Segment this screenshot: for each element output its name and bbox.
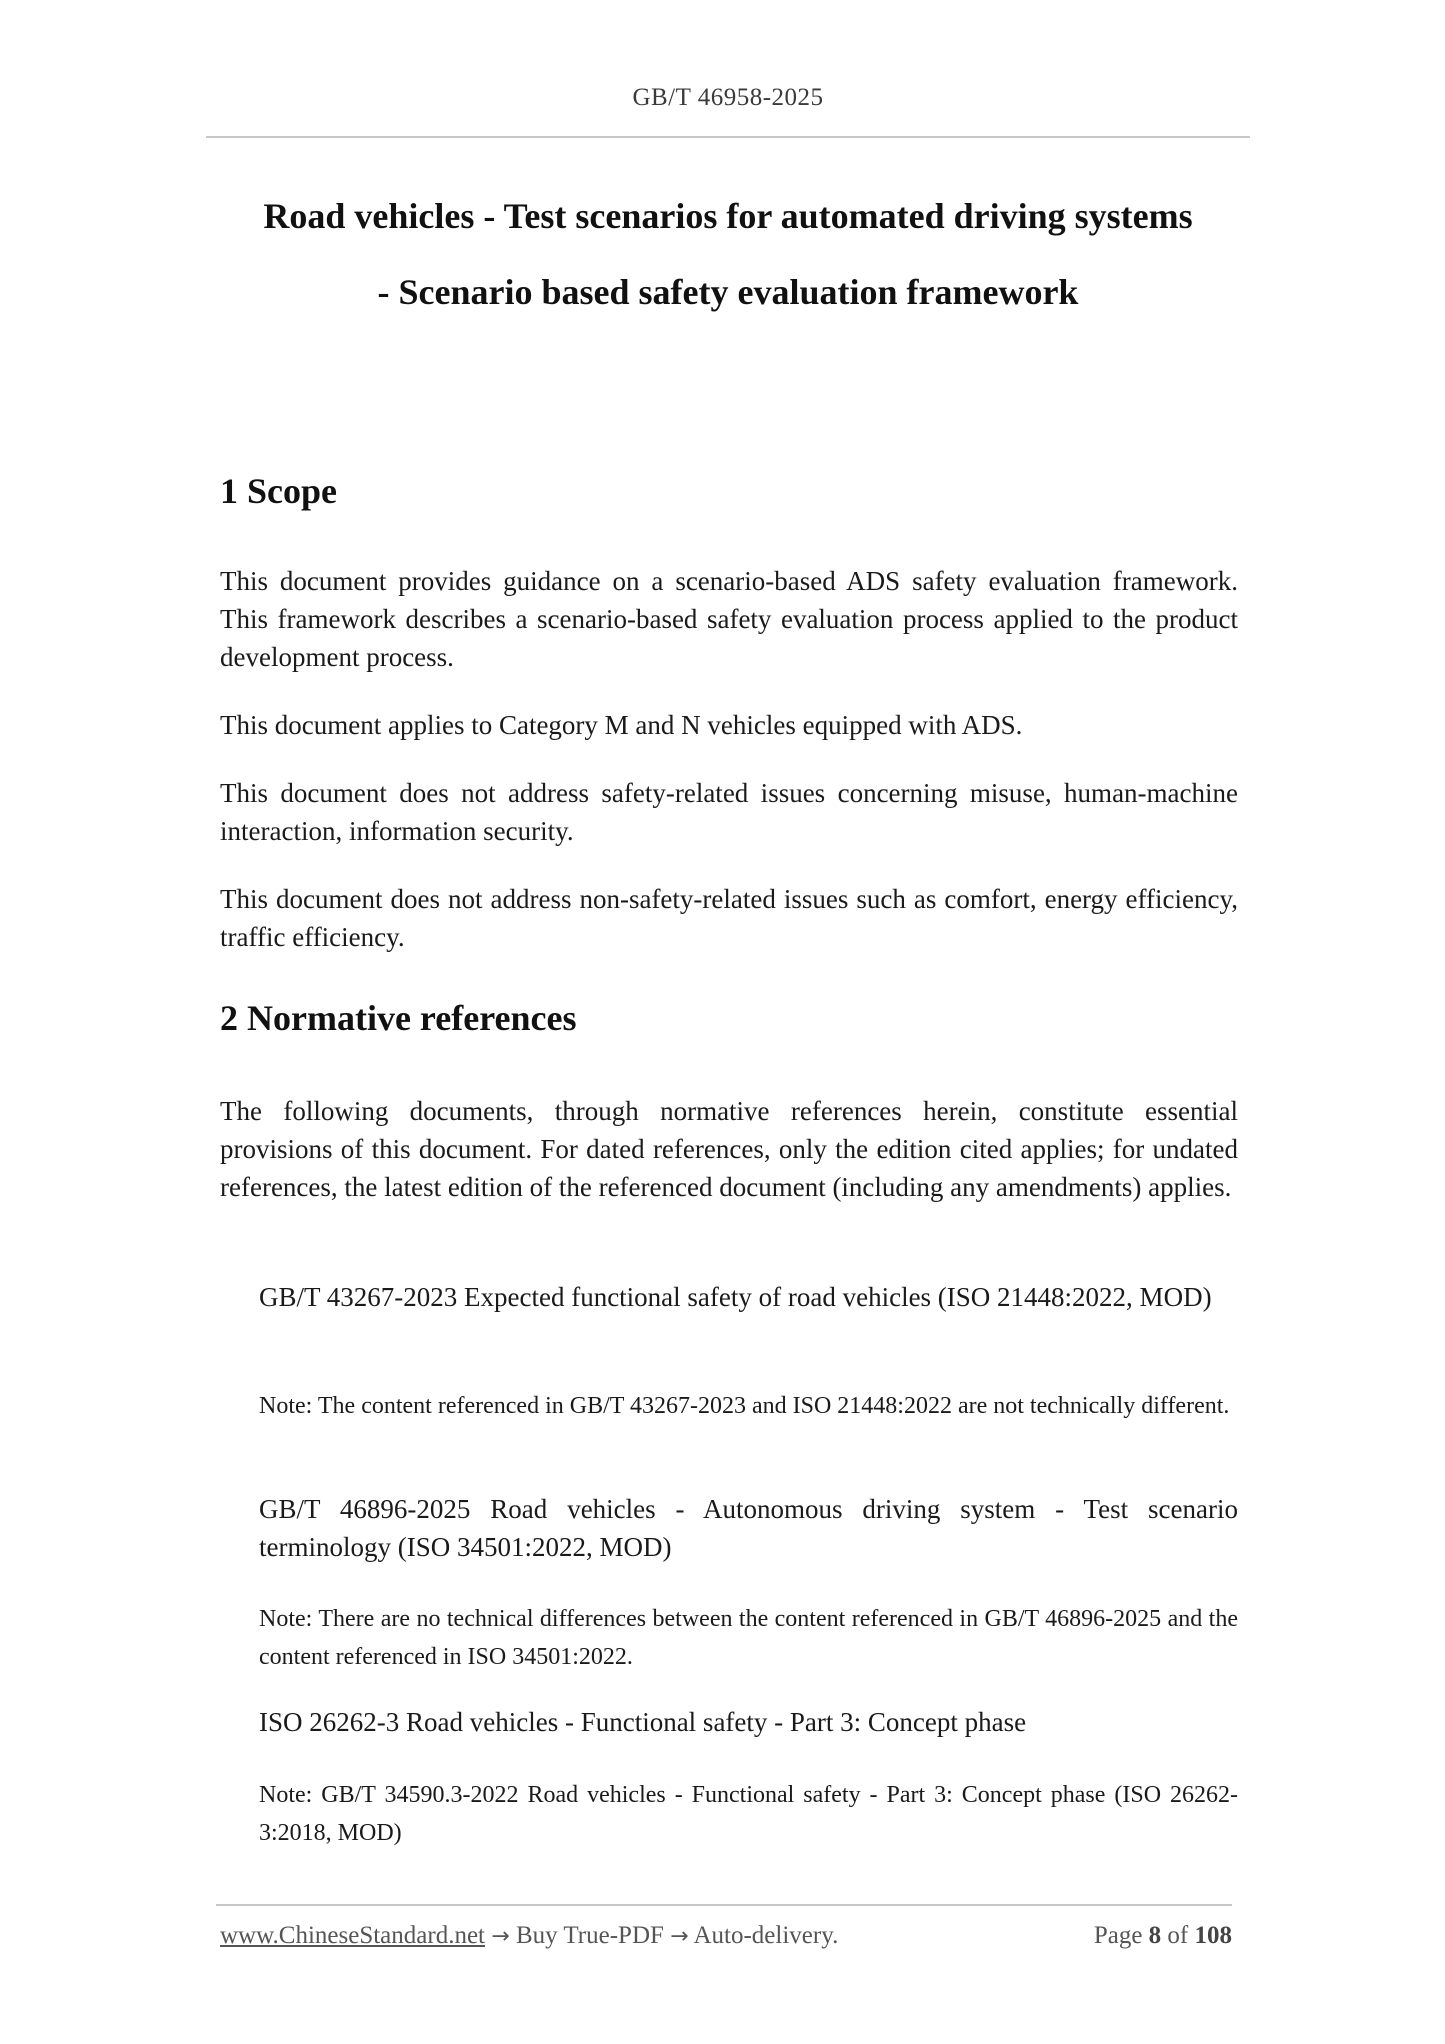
scope-paragraph-3: This document does not address safety-related issues concerning misuse, human-machine interaction, information security. xyxy=(220,778,1238,846)
page-word: Page xyxy=(1093,1922,1143,1949)
reference-note: Note: The content referenced in GB/T 43267-2023 and ISO 21448:2022 are not technically different. xyxy=(259,1393,1230,1419)
arrow-right-icon: → xyxy=(491,1924,510,1949)
auto-delivery-text: Auto-delivery. xyxy=(693,1922,839,1949)
normative-intro: The following documents, through normative references herein, constitute essential provisions of this document. For dated references, only the edition cited applies; for undated references, the latest edition of the referenced document (including any amendments) applies. xyxy=(220,1096,1238,1202)
document-title xyxy=(206,178,1250,330)
page-footer xyxy=(220,1922,1232,1950)
reference-item: ISO 26262-3 Road vehicles - Functional safety - Part 3: Concept phase xyxy=(259,1707,1027,1737)
of-word: of xyxy=(1167,1922,1189,1949)
reference-item: GB/T 46896-2025 Road vehicles - Autonomous driving system - Test scenario terminology (ISO 34501:2022, MOD) xyxy=(259,1494,1238,1562)
scope-paragraph-2: This document applies to Category M and N vehicles equipped with ADS. xyxy=(220,710,1023,740)
reference-item: GB/T 43267-2023 Expected functional safety of road vehicles (ISO 21448:2022, MOD) xyxy=(259,1282,1212,1312)
page-counter xyxy=(1094,1922,1232,1950)
reference-note: Note: GB/T 34590.3-2022 Road vehicles - Functional safety - Part 3: Concept phase (ISO 26262-3:2018, MOD) xyxy=(259,1782,1238,1846)
title-line-1: Road vehicles - Test scenarios for automated driving systems xyxy=(263,196,1193,236)
header-divider xyxy=(206,136,1250,138)
title-line-2: - Scenario based safety evaluation framework xyxy=(377,272,1079,312)
page-header: GB/T 46958-2025 xyxy=(632,84,824,111)
scope-paragraph-4: This document does not address non-safety-related issues such as comfort, energy efficiency, traffic efficiency. xyxy=(220,884,1238,952)
section-heading-scope: 1 Scope xyxy=(220,471,337,511)
arrow-right-icon: → xyxy=(670,1924,689,1949)
section-heading-normative-references: 2 Normative references xyxy=(220,998,577,1038)
footer-divider xyxy=(216,1904,1232,1906)
footer-left xyxy=(220,1922,838,1950)
website-link[interactable]: www.ChineseStandard.net xyxy=(220,1922,485,1949)
page-total: 108 xyxy=(1194,1922,1232,1949)
page-number: 8 xyxy=(1148,1922,1162,1949)
reference-note: Note: There are no technical differences between the content referenced in GB/T 46896-2025 and the content referenced in ISO 34501:2022. xyxy=(259,1606,1238,1670)
buy-true-pdf-text: Buy True-PDF xyxy=(515,1922,664,1949)
scope-paragraph-1: This document provides guidance on a scenario-based ADS safety evaluation framework. This framework describes a scenario-based safety evaluation process applied to the product development process. xyxy=(220,566,1238,672)
